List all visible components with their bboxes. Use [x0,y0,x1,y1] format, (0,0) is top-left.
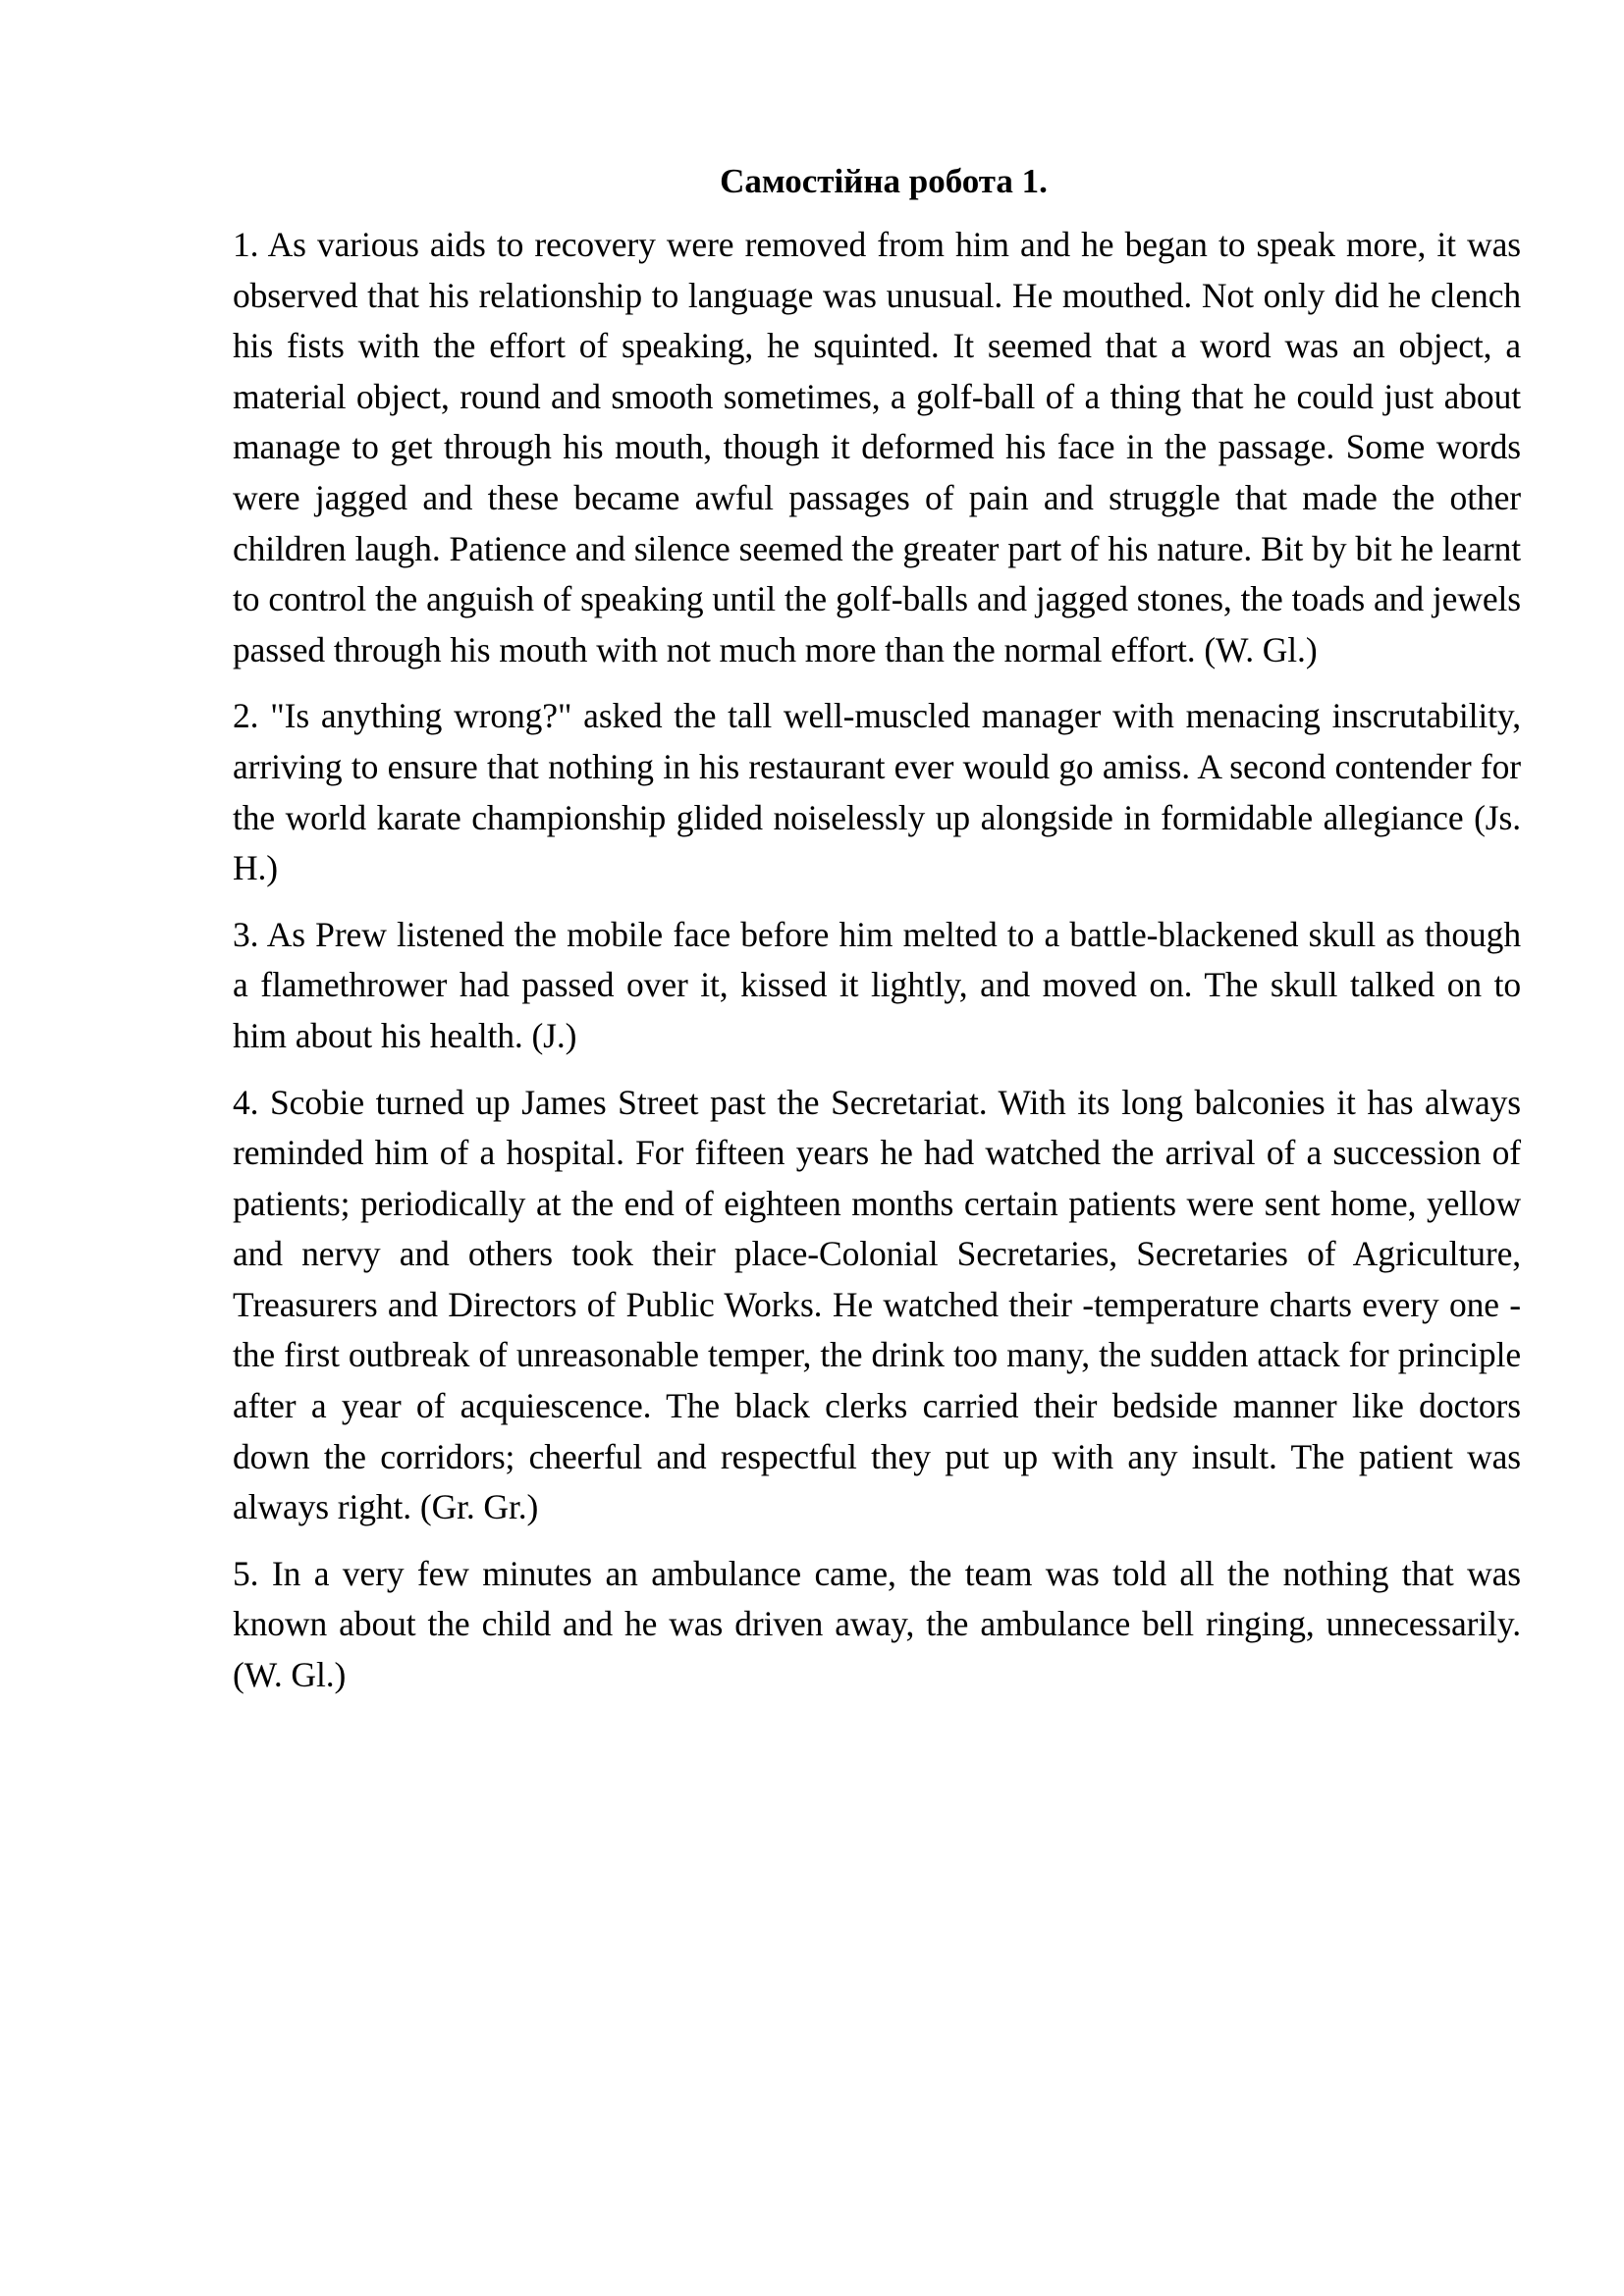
exercise-paragraph-3: 3. As Prew listened the mobile face before him melted to a battle-blackened skull as though a flamethrower had passed over it, kissed it lightly, and moved on. The skull talked on to him about his health. (J.) [233,914,1521,1055]
exercise-paragraph-1: 1. As various aids to recovery were removed from him and he began to speak more, it was observed that his relationship to language was unusual. He mouthed. Not only did he clench his fists with the effort of speaking, he squinted. It seemed that a word was an object, a material object, round and smooth sometimes, a golf-ball of a thing that he could just about manage to get through his mouth, though it deformed his face in the passage. Some words were jagged and these became awful passages of pain and struggle that made the other children laugh. Patience and silence seemed the greater part of his nature. Bit by bit he learnt to control the anguish of speaking until the golf-balls and jagged stones, the toads and jewels passed through his mouth with not much more than the normal effort. (W. Gl.) [233,225,1521,669]
exercise-paragraph-5: 5. In a very few minutes an ambulance came, the team was told all the nothing that was known about the child and he was driven away, the ambulance bell ringing, unnecessarily. (W. Gl.) [233,1553,1521,1695]
exercise-paragraph-2: 2. "Is anything wrong?" asked the tall well-muscled manager with menacing inscrutability, arriving to ensure that nothing in his restaurant ever would go amiss. A second contender for the world karate championship glided noiselessly up alongside in formidable allegiance (Js. H.) [233,696,1521,888]
document-page [233,157,1521,1717]
exercise-paragraph-4: 4. Scobie turned up James Street past the Secretariat. With its long balconies it has always reminded him of a hospital. For fifteen years he had watched the arrival of a succession of patients; periodically at the end of eighteen months certain patients were sent home, yellow and nervy and others took their place-Colonial Secretaries, Secretaries of Agriculture, Treasurers and Directors of Public Works. He watched their -temperature charts every one - the first outbreak of unreasonable temper, the drink too many, the sudden attack for principle after a year of acquiescence. The black clerks carried their bedside manner like doctors down the corridors; cheerful and respectful they put up with any insult. The patient was always right. (Gr. Gr.) [233,1082,1521,1527]
document-title: Самостійна робота 1. [720,162,1048,200]
